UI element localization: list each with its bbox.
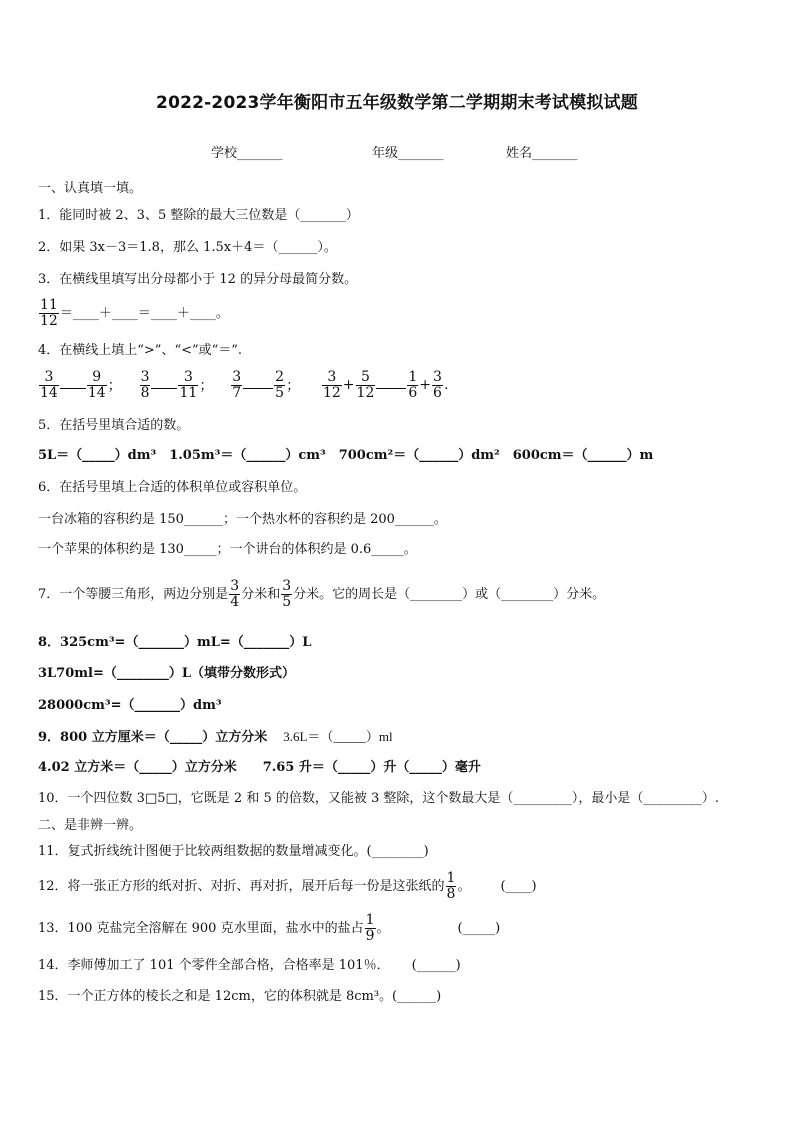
question-4: 4．在横线上填上“>”、“<”或“＝”. — [38, 343, 243, 358]
question-7: 7．一个等腰三角形，两边分别是 $\frac{3}{4}$ 分米和 $\frac{3}{5}$ 分米。它的周长是（________）或（________）分米。 — [38, 578, 606, 610]
grade-field: 年级_______ — [372, 146, 444, 161]
question-5: 5．在括号里填合适的数。 — [38, 418, 190, 433]
school-field: 学校_______ — [211, 146, 283, 161]
answer-blank — [151, 376, 177, 389]
fraction: $\frac{3}{5}$ — [282, 578, 292, 610]
fraction: $\frac{3}{14}$ — [40, 369, 58, 401]
answer-blank — [376, 376, 406, 389]
question-9-line-1: 9．800 立方厘米＝（_____）立方分米 3.6L＝（_____）ml — [38, 729, 393, 745]
question-13: 13．100 克盐完全溶解在 900 克水里面，盐水中的盐占 $\frac{1}{9}$ 。 (_____) — [38, 912, 501, 944]
section-heading-1: 一、认真填一填。 — [38, 181, 143, 196]
fraction: $\frac{11}{12}$ — [40, 297, 58, 329]
fraction: $\frac{2}{5}$ — [275, 369, 285, 401]
question-12: 12．将一张正方形的纸对折、对折、再对折，展开后每一份是这张纸的 $\frac{1}{8}$ 。 (____) — [38, 870, 537, 902]
fraction: $\frac{3}{4}$ — [230, 578, 240, 610]
fraction: $\frac{1}{6}$ — [408, 369, 418, 401]
answer-blank — [60, 376, 86, 389]
question-3: 3．在横线里填写出分母都小于 12 的异分母最简分数。 — [38, 272, 358, 287]
question-10: 10．一个四位数 3□5□，它既是 2 和 5 的倍数，又能被 3 整除，这个数最大是（_________），最小是（_________）. — [38, 791, 720, 806]
question-8-line-3: 28000cm³=（_______）dm³ — [38, 698, 222, 713]
section-heading-2: 二、是非辨一辨。 — [38, 818, 143, 833]
answer-blank — [243, 376, 273, 389]
fraction: $\frac{3}{7}$ — [232, 369, 242, 401]
question-14: 14．李师傅加工了 101 个零件全部合格，合格率是 101％． (______) — [38, 958, 461, 973]
fraction: $\frac{5}{12}$ — [356, 369, 375, 401]
question-6-line-2: 一个苹果的体积约是 130_____；一个讲台的体积约是 0.6_____。 — [38, 542, 417, 557]
fraction: $\frac{9}{14}$ — [87, 369, 106, 401]
question-4-comparisons: $\frac{3}{14}$ $\frac{9}{14}$ ； $\frac{3}{8}$ $\frac{3}{11}$ ； $\frac{3}{7}$ $\frac{2}{5}$ ； $\frac{3}{12}$ + $\frac{5}{12}$ $\frac{1}{6}$ + $\frac{3}{6}$ . — [40, 369, 449, 401]
question-1: 1．能同时被 2、3、5 整除的最大三位数是（_______） — [38, 208, 359, 223]
fraction: $\frac{3}{8}$ — [140, 369, 150, 401]
question-15: 15．一个正方体的棱长之和是 12cm，它的体积就是 8cm³。(______) — [38, 989, 442, 1004]
fraction: $\frac{3}{11}$ — [179, 369, 198, 401]
question-3-equation: $\frac{11}{12}$ ＝____＋____＝____＋____。 — [40, 297, 229, 329]
page-title: 2022-2023学年衡阳市五年级数学第二学期期末考试模拟试题 — [156, 93, 638, 113]
question-8-line-1: 8．325cm³=（_______）mL=（_______）L — [38, 635, 312, 650]
question-6: 6．在括号里填上合适的体积单位或容积单位。 — [38, 480, 307, 495]
question-9-line-2: 4.02 立方米＝（_____）立方分米 7.65 升＝（_____）升（_____）毫升 — [38, 760, 481, 775]
fraction: $\frac{1}{9}$ — [365, 912, 375, 944]
fraction: $\frac{3}{12}$ — [322, 369, 341, 401]
fraction: $\frac{1}{8}$ — [446, 870, 456, 902]
question-2: 2．如果 3x－3＝1.8，那么 1.5x＋4＝（______）。 — [38, 240, 337, 255]
name-field: 姓名_______ — [506, 146, 578, 161]
question-5-units: 5L＝（_____）dm³ 1.05m³＝（______）cm³ 700cm²＝（______）dm² 600cm＝（______）m — [38, 448, 654, 463]
question-8-line-2: 3L70ml=（________）L（填带分数形式） — [38, 666, 296, 681]
fraction: $\frac{3}{6}$ — [433, 369, 442, 401]
question-11: 11．复式折线统计图便于比较两组数据的数量增减变化。(________) — [38, 844, 429, 859]
question-6-line-1: 一台冰箱的容积约是 150______；一个热水杯的容积约是 200______。 — [38, 512, 447, 527]
